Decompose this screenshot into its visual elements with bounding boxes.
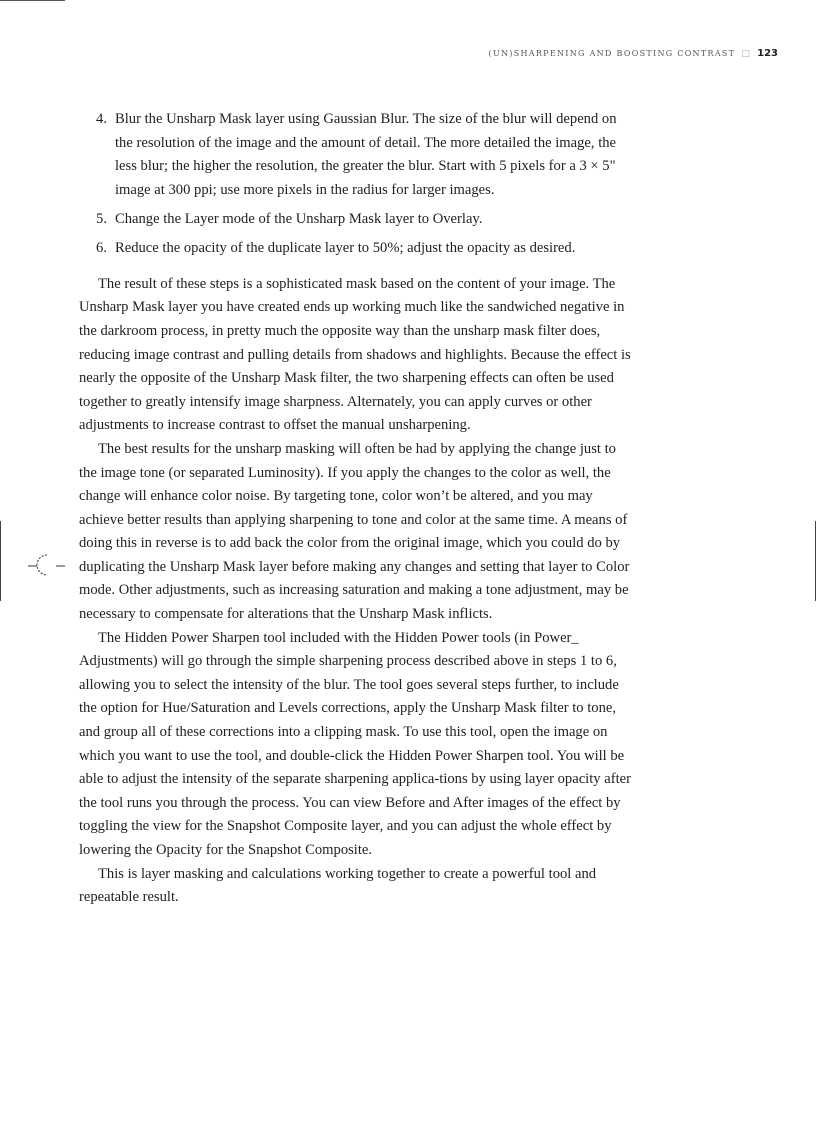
registration-mark-icon [28, 552, 68, 576]
paragraphs [79, 273, 634, 910]
step-text: Change the Layer mode of the Unsharp Mask layer to Overlay. [115, 210, 483, 227]
step-number: 6. [96, 240, 107, 257]
step-number: 5. [96, 210, 107, 227]
paragraph: This is layer masking and calculations working together to create a powerful tool and repeatable result. [79, 865, 597, 906]
crop-mark-top [0, 0, 65, 1]
step-number: 4. [96, 111, 107, 127]
list-item [79, 108, 634, 202]
list-item [79, 208, 634, 232]
running-head [489, 48, 778, 59]
body-text [79, 108, 634, 910]
paragraph: The result of these steps is a sophisticated mask based on the content of your image. The Unsharp Mask layer you have created ends up working much like the sandwiched negative in the darkroom process, in pretty much the opposite way than the unsharp mask filter does, reducing image contrast and pulling details from shadows and highlights. Because the effect is nearly the opposite of the Unsharp Mask filter, the two sharpening effects can often be used together to greatly intensify image sharpness. Alternately, you can apply curves or other adjustments to increase contrast to offset the manual unsharpening. [79, 275, 631, 434]
margin-rule-left [0, 521, 1, 601]
running-title: (UN)SHARPENING AND BOOSTING CONTRAST [488, 49, 736, 58]
page-number: 123 [757, 48, 778, 59]
list-item [79, 237, 634, 261]
step-text: Blur the Unsharp Mask layer using Gaussian Blur. The size of the blur will depend on the resolution of the image and the amount of detail. The more detailed the image, the less blur; the higher the resolution, the greater the blur. Start with 5 pixels for a 3 × 5" image at 300 ppi; use more pixels in the radius for larger images. [115, 111, 617, 198]
steps-list [79, 108, 634, 261]
paragraph: The best results for the unsharp masking will often be had by applying the change just to the image tone (or separated Luminosity). If you apply the changes to the color as well, the change will enhance color noise. By targeting tone, color won’t be altered, and you may achieve better results than applying sharpening to tone and color at the same time. A means of doing this in reverse is to add back the color from the original image, which you could do by duplicating the Unsharp Mask layer before making any changes and setting that layer to Color mode. Other adjustments, such as increasing saturation and making a tone adjustment, may be necessary to compensate for alterations that the Unsharp Mask inflicts. [79, 440, 630, 623]
separator-icon: □ [741, 48, 752, 59]
step-text: Reduce the opacity of the duplicate layer to 50%; adjust the opacity as desired. [115, 240, 576, 257]
paragraph: The Hidden Power Sharpen tool included with the Hidden Power tools (in Power_ Adjustments) will go through the simple sharpening process described above in steps 1 to 6, allowing you to select the intensity of the blur. The tool goes several steps further, to include the option for Hue/Saturation and Levels corrections, apply the Unsharp Mask filter to tone, and group all of these corrections into a clipping mask. To use this tool, open the image on which you want to use the tool, and double-click the Hidden Power Sharpen tool. You will be able to adjust the intensity of the separate sharpening applica-tions by using layer opacity after the tool runs you through the process. You can view Before and After images of the effect by toggling the view for the Snapshot Composite layer, and you can adjust the whole effect by lowering the Opacity for the Snapshot Composite. [79, 629, 631, 858]
